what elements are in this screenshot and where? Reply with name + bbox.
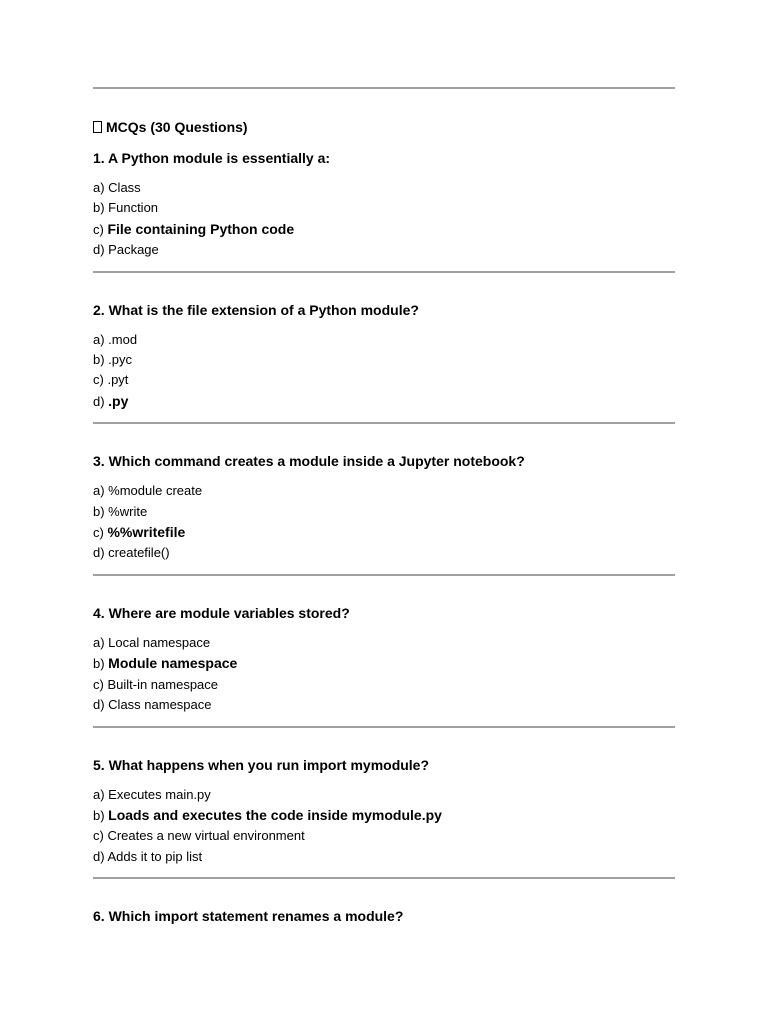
option-text: Function [108,200,159,216]
question-1 [93,149,675,273]
option-prefix: a) [93,786,109,802]
option-prefix: b) [93,503,109,519]
option-text: .pyc [108,352,133,368]
option-b [93,198,675,218]
document-content [93,87,675,925]
option-c [93,370,675,390]
option-list [93,785,675,868]
option-prefix: a) [93,331,109,347]
option-a [93,633,675,653]
option-d [93,240,675,260]
option-a [93,330,675,350]
option-text: createfile() [108,545,170,561]
option-b [93,653,675,674]
option-text: .mod [108,331,138,347]
question-4 [93,604,675,728]
section-title [93,118,675,136]
option-c [93,522,675,543]
correct-answer-text: .py [108,392,129,409]
option-d [93,847,675,867]
option-prefix: c) [93,676,108,692]
option-list [93,481,675,564]
correct-answer-text: Loads and executes the code inside mymodule.py [108,806,442,823]
option-prefix: b) [93,352,109,368]
option-a [93,785,675,805]
option-prefix: c) [93,372,108,388]
option-prefix: d) [93,697,109,713]
option-a [93,481,675,501]
option-b [93,502,675,522]
option-text: Class namespace [108,697,212,713]
option-prefix: a) [93,483,109,499]
question-text: 6. Which import statement renames a module? [93,908,404,925]
option-text: Local namespace [108,634,211,650]
option-text: Built-in namespace [107,676,219,692]
missing-glyph-icon [93,121,102,133]
option-d [93,543,675,563]
option-prefix: d) [93,393,109,409]
option-list [93,633,675,716]
option-b [93,350,675,370]
option-a [93,178,675,198]
option-list [93,330,675,413]
option-prefix: a) [93,634,109,650]
divider [93,87,675,89]
question-text: 4. Where are module variables stored? [93,604,350,621]
option-prefix: b) [93,200,109,216]
option-d [93,391,675,412]
correct-answer-text: Module namespace [108,655,238,672]
option-prefix: d) [93,545,109,561]
option-text: Package [108,242,159,258]
option-c [93,675,675,695]
option-prefix: c) [93,221,108,237]
option-c [93,826,675,846]
correct-answer-text: %%writefile [107,524,186,541]
divider [93,877,675,879]
option-prefix: d) [93,848,108,864]
option-text: Class [108,180,141,195]
divider [93,574,675,576]
question-text: 5. What happens when you run import mymodule? [93,756,430,773]
option-list [93,178,675,261]
option-text: Creates a new virtual environment [107,828,305,844]
question-5 [93,756,675,880]
question-6 [93,907,675,925]
option-text: .pyt [107,372,129,388]
option-b [93,805,675,826]
option-prefix: b) [93,656,109,672]
option-prefix: c) [93,525,108,541]
option-text: %write [108,503,148,519]
option-c [93,219,675,240]
divider [93,726,675,728]
question-text: 3. Which command creates a module inside a Jupyter notebook? [93,453,525,470]
section-title-text: MCQs (30 Questions) [106,119,248,135]
question-text: 1. A Python module is essentially a: [93,150,331,166]
option-prefix: b) [93,807,109,823]
option-d [93,695,675,715]
option-prefix: d) [93,242,109,258]
correct-answer-text: File containing Python code [107,220,295,237]
divider [93,271,675,273]
option-text: Adds it to pip list [107,848,203,864]
question-text: 2. What is the file extension of a Python module? [93,301,419,318]
option-text: %module create [108,483,203,499]
option-prefix: c) [93,828,108,844]
option-prefix: a) [93,180,109,195]
question-3 [93,452,675,576]
question-2 [93,301,675,425]
option-text: Executes main.py [108,786,211,802]
divider [93,422,675,424]
